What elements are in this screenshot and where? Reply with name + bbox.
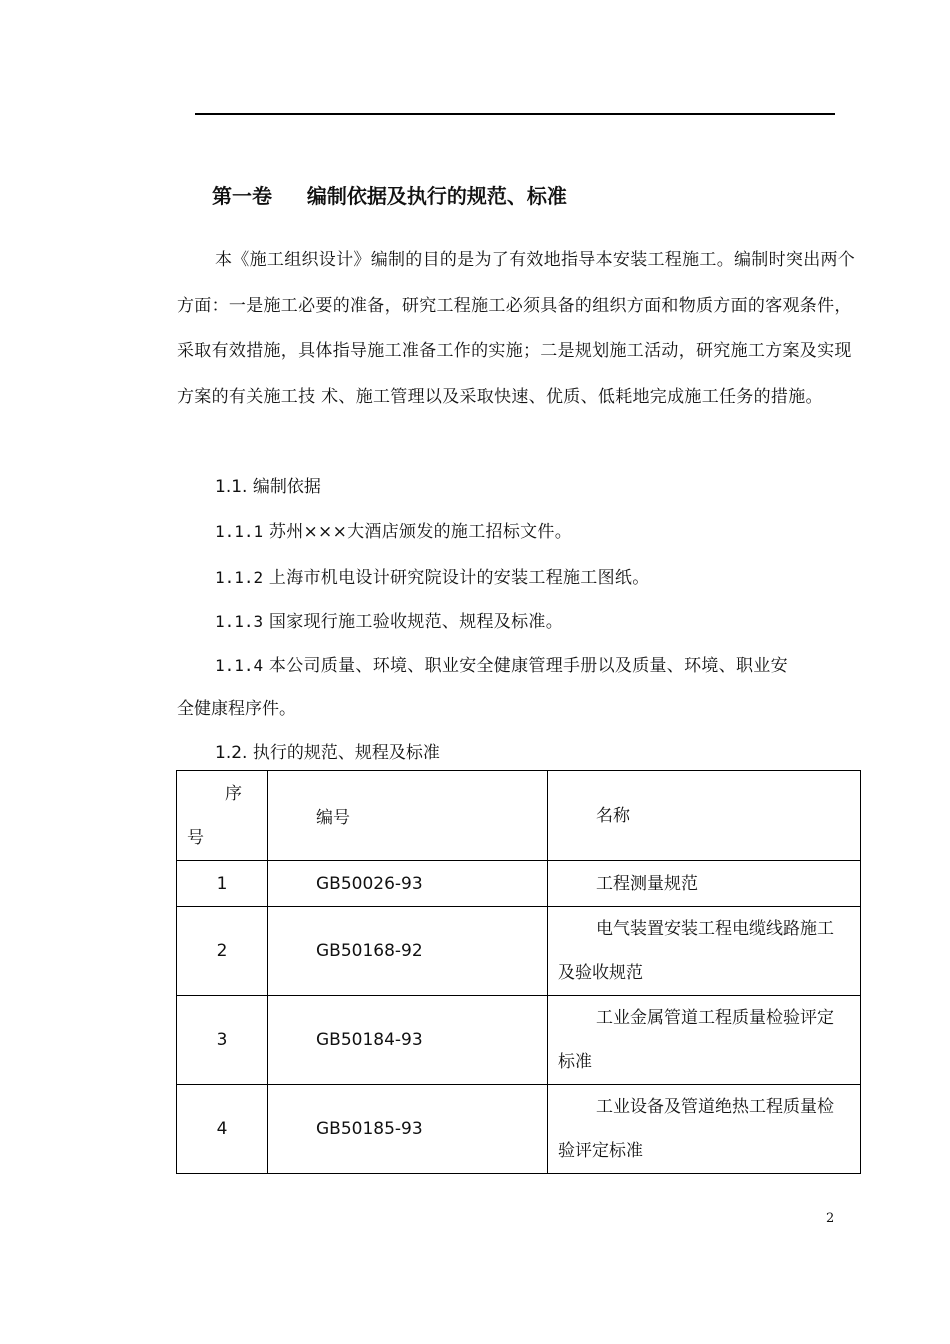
cell-seq: 3 xyxy=(177,996,268,1085)
page-number: 2 xyxy=(826,1211,835,1226)
table-header-row xyxy=(177,771,861,861)
basis-item-number: 1.1.1 xyxy=(215,522,264,541)
cell-seq: 1 xyxy=(177,861,268,907)
header-code: 编号 xyxy=(268,771,548,861)
intro-paragraph: 本《施工组织设计》编制的目的是为了有效地指导本安装工程施工。编制时突出两个方面：一是施工必要的准备，研究工程施工必须具备的组织方面和物质方面的客观条件，采取有效措施，具体指导施工准备工作的实施；二是规划施工活动，研究施工方案及实现方案的有关施工技 术、施工管理以及采取快速、优质、低耗地完成施工任务的措施。 xyxy=(177,250,856,407)
cell-seq: 2 xyxy=(177,907,268,996)
cell-code: GB50168-92 xyxy=(268,907,548,996)
section-heading-1-2: 1.2. 执行的规范、规程及标准 xyxy=(215,743,440,763)
cell-name xyxy=(548,1085,861,1174)
table-row xyxy=(177,861,861,907)
basis-item-text: 本公司质量、环境、职业安全健康管理手册以及质量、环境、职业安 xyxy=(268,656,788,676)
header-name xyxy=(548,771,861,861)
cell-name-text: 工业金属管道工程质量检验评定标准 xyxy=(558,1008,834,1072)
cell-code: GB50026-93 xyxy=(268,861,548,907)
header-seq-part2: 号 xyxy=(187,827,204,848)
header-rule xyxy=(195,113,835,115)
basis-item xyxy=(215,651,788,676)
cell-code: GB50184-93 xyxy=(268,996,548,1085)
header-name-text: 名称 xyxy=(596,805,630,826)
basis-item-text: 国家现行施工验收规范、规程及标准。 xyxy=(268,612,563,632)
basis-item xyxy=(215,563,650,588)
basis-item-4-line2: 全健康程序件。 xyxy=(177,699,296,719)
cell-name xyxy=(548,907,861,996)
basis-item-text: 上海市机电设计研究院设计的安装工程施工图纸。 xyxy=(268,568,650,588)
table-row xyxy=(177,996,861,1085)
basis-item-number: 1.1.3 xyxy=(215,612,264,631)
basis-item xyxy=(215,607,563,632)
cell-name xyxy=(548,861,861,907)
header-seq xyxy=(177,771,268,861)
table-row xyxy=(177,1085,861,1174)
chapter-title: 第一卷 编制依据及执行的规范、标准 xyxy=(212,184,567,208)
cell-seq: 4 xyxy=(177,1085,268,1174)
basis-item xyxy=(215,517,572,542)
header-seq-part1: 序 xyxy=(225,783,242,804)
table-row xyxy=(177,907,861,996)
cell-name-text: 工业设备及管道绝热工程质量检验评定标准 xyxy=(558,1097,834,1161)
basis-item-text: 苏州×××大酒店颁发的施工招标文件。 xyxy=(268,522,573,542)
cell-name xyxy=(548,996,861,1085)
standards-table xyxy=(176,770,861,1174)
section-heading-1-1: 1.1. 编制依据 xyxy=(215,477,321,497)
cell-name-text: 工程测量规范 xyxy=(596,873,698,894)
cell-code: GB50185-93 xyxy=(268,1085,548,1174)
cell-name-text: 电气装置安装工程电缆线路施工及验收规范 xyxy=(558,919,834,983)
basis-item-number: 1.1.4 xyxy=(215,656,264,675)
basis-item-number: 1.1.2 xyxy=(215,568,264,587)
